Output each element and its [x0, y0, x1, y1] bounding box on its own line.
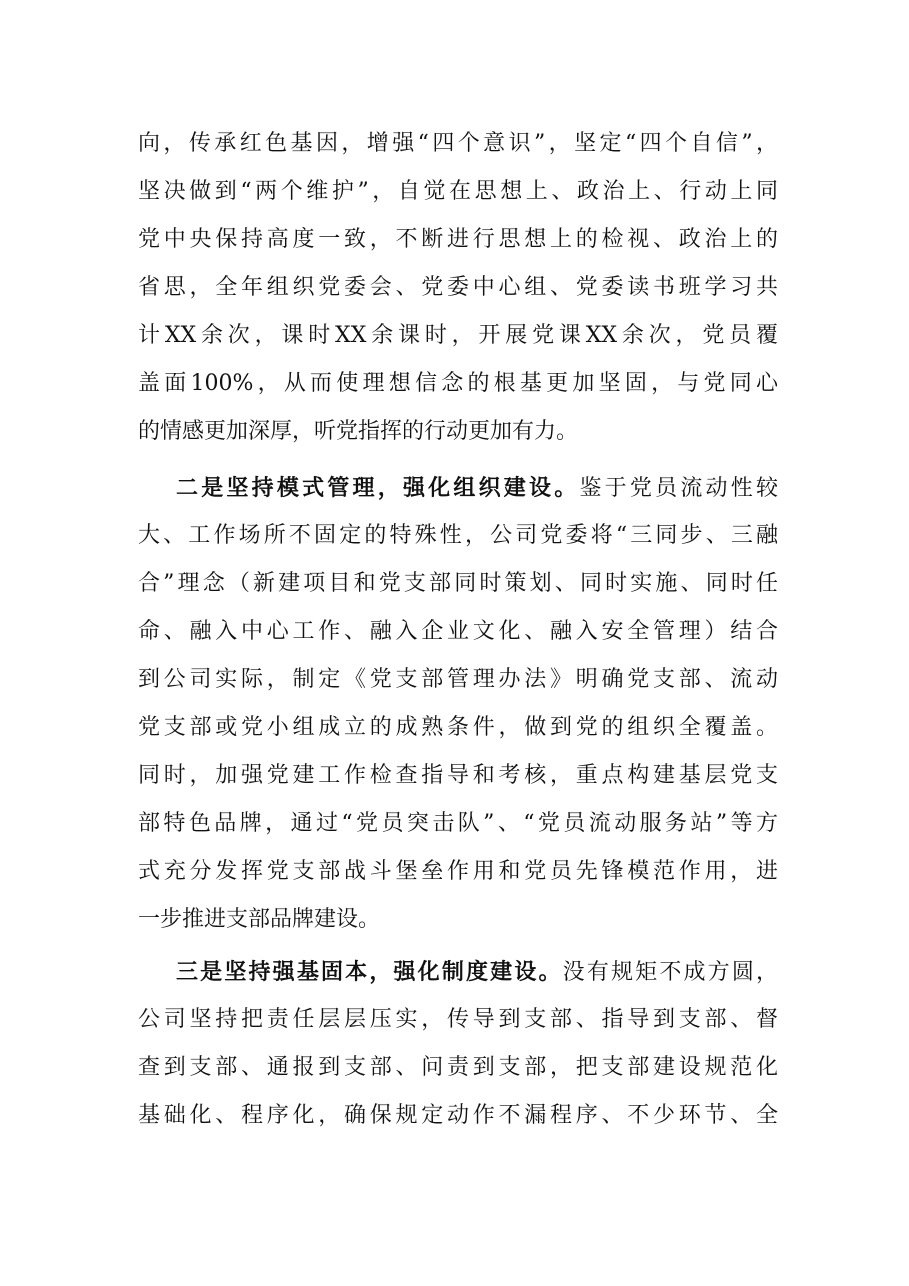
- text-line: [138, 408, 778, 456]
- line-text: 到公司实际，制定《党支部管理办法》明确党支部、流动: [138, 667, 778, 692]
- line-text: 盖面100%，从而使理想信念的根基更加坚固，与党同心: [138, 371, 778, 396]
- text-line: [138, 896, 778, 944]
- text-line: [138, 264, 778, 312]
- line-text: 的情感更加深厚，听党指挥的行动更加有力。: [138, 419, 579, 444]
- line-text: 合”理念（新建项目和党支部同时策划、同时实施、同时任: [138, 571, 778, 596]
- text-line: [138, 512, 778, 560]
- line-text: 鉴于党员流动性较: [579, 476, 778, 501]
- line-text: 命、融入中心工作、融入企业文化、融入安全管理）结合: [138, 619, 778, 644]
- text-line: [138, 360, 778, 408]
- text-line: [138, 1092, 778, 1140]
- line-text: 省思，全年组织党委会、党委中心组、党委读书班学习共: [138, 275, 778, 300]
- line-text: 没有规矩不成方圆，: [562, 960, 778, 985]
- paragraph-2: [138, 464, 778, 944]
- text-line: [138, 168, 778, 216]
- text-line: [138, 656, 778, 704]
- line-text: 向，传承红色基因，增强“四个意识”，坚定“四个自信”，: [138, 131, 778, 156]
- line-text: 党中央保持高度一致，不断进行思想上的检视、政治上的: [138, 227, 778, 252]
- text-line: [138, 608, 778, 656]
- text-line: [138, 996, 778, 1044]
- text-line: [138, 1044, 778, 1092]
- text-line: [138, 560, 778, 608]
- line-text: 同时，加强党建工作检查指导和考核，重点构建基层党支: [138, 763, 778, 788]
- text-line: [138, 752, 778, 800]
- line-text: 式充分发挥党支部战斗堡垒作用和党员先锋模范作用，进: [138, 859, 778, 884]
- text-line: [138, 312, 778, 360]
- paragraph-lead-heading: 二是坚持模式管理，强化组织建设。: [176, 475, 580, 501]
- text-line: [138, 848, 778, 896]
- line-text: 公司坚持把责任层层压实，传导到支部、指导到支部、督: [138, 1007, 778, 1032]
- line-text: 查到支部、通报到支部、问责到支部，把支部建设规范化: [138, 1055, 778, 1080]
- text-line: [138, 120, 778, 168]
- paragraph-1: [138, 120, 778, 456]
- text-line: [138, 704, 778, 752]
- line-text: 部特色品牌，通过“党员突击队”、“党员流动服务站”等方: [138, 811, 778, 836]
- line-text: 大、工作场所不固定的特殊性，公司党委将“三同步、三融: [138, 523, 778, 548]
- text-line: [138, 216, 778, 264]
- line-text: 一步推进支部品牌建设。: [138, 907, 381, 932]
- line-text: 坚决做到“两个维护”，自觉在思想上、政治上、行动上同: [138, 179, 778, 204]
- line-text: 基础化、程序化，确保规定动作不漏程序、不少环节、全: [138, 1103, 778, 1128]
- paragraph-3: [138, 948, 778, 1140]
- line-text: 计XX余次，课时XX余课时，开展党课XX余次，党员覆: [138, 323, 778, 348]
- text-line: [138, 800, 778, 848]
- paragraph-lead-heading: 三是坚持强基固本，强化制度建设。: [176, 959, 563, 985]
- text-line: [138, 948, 778, 996]
- text-line: [138, 464, 778, 512]
- line-text: 党支部或党小组成立的成熟条件，做到党的组织全覆盖。: [138, 715, 778, 740]
